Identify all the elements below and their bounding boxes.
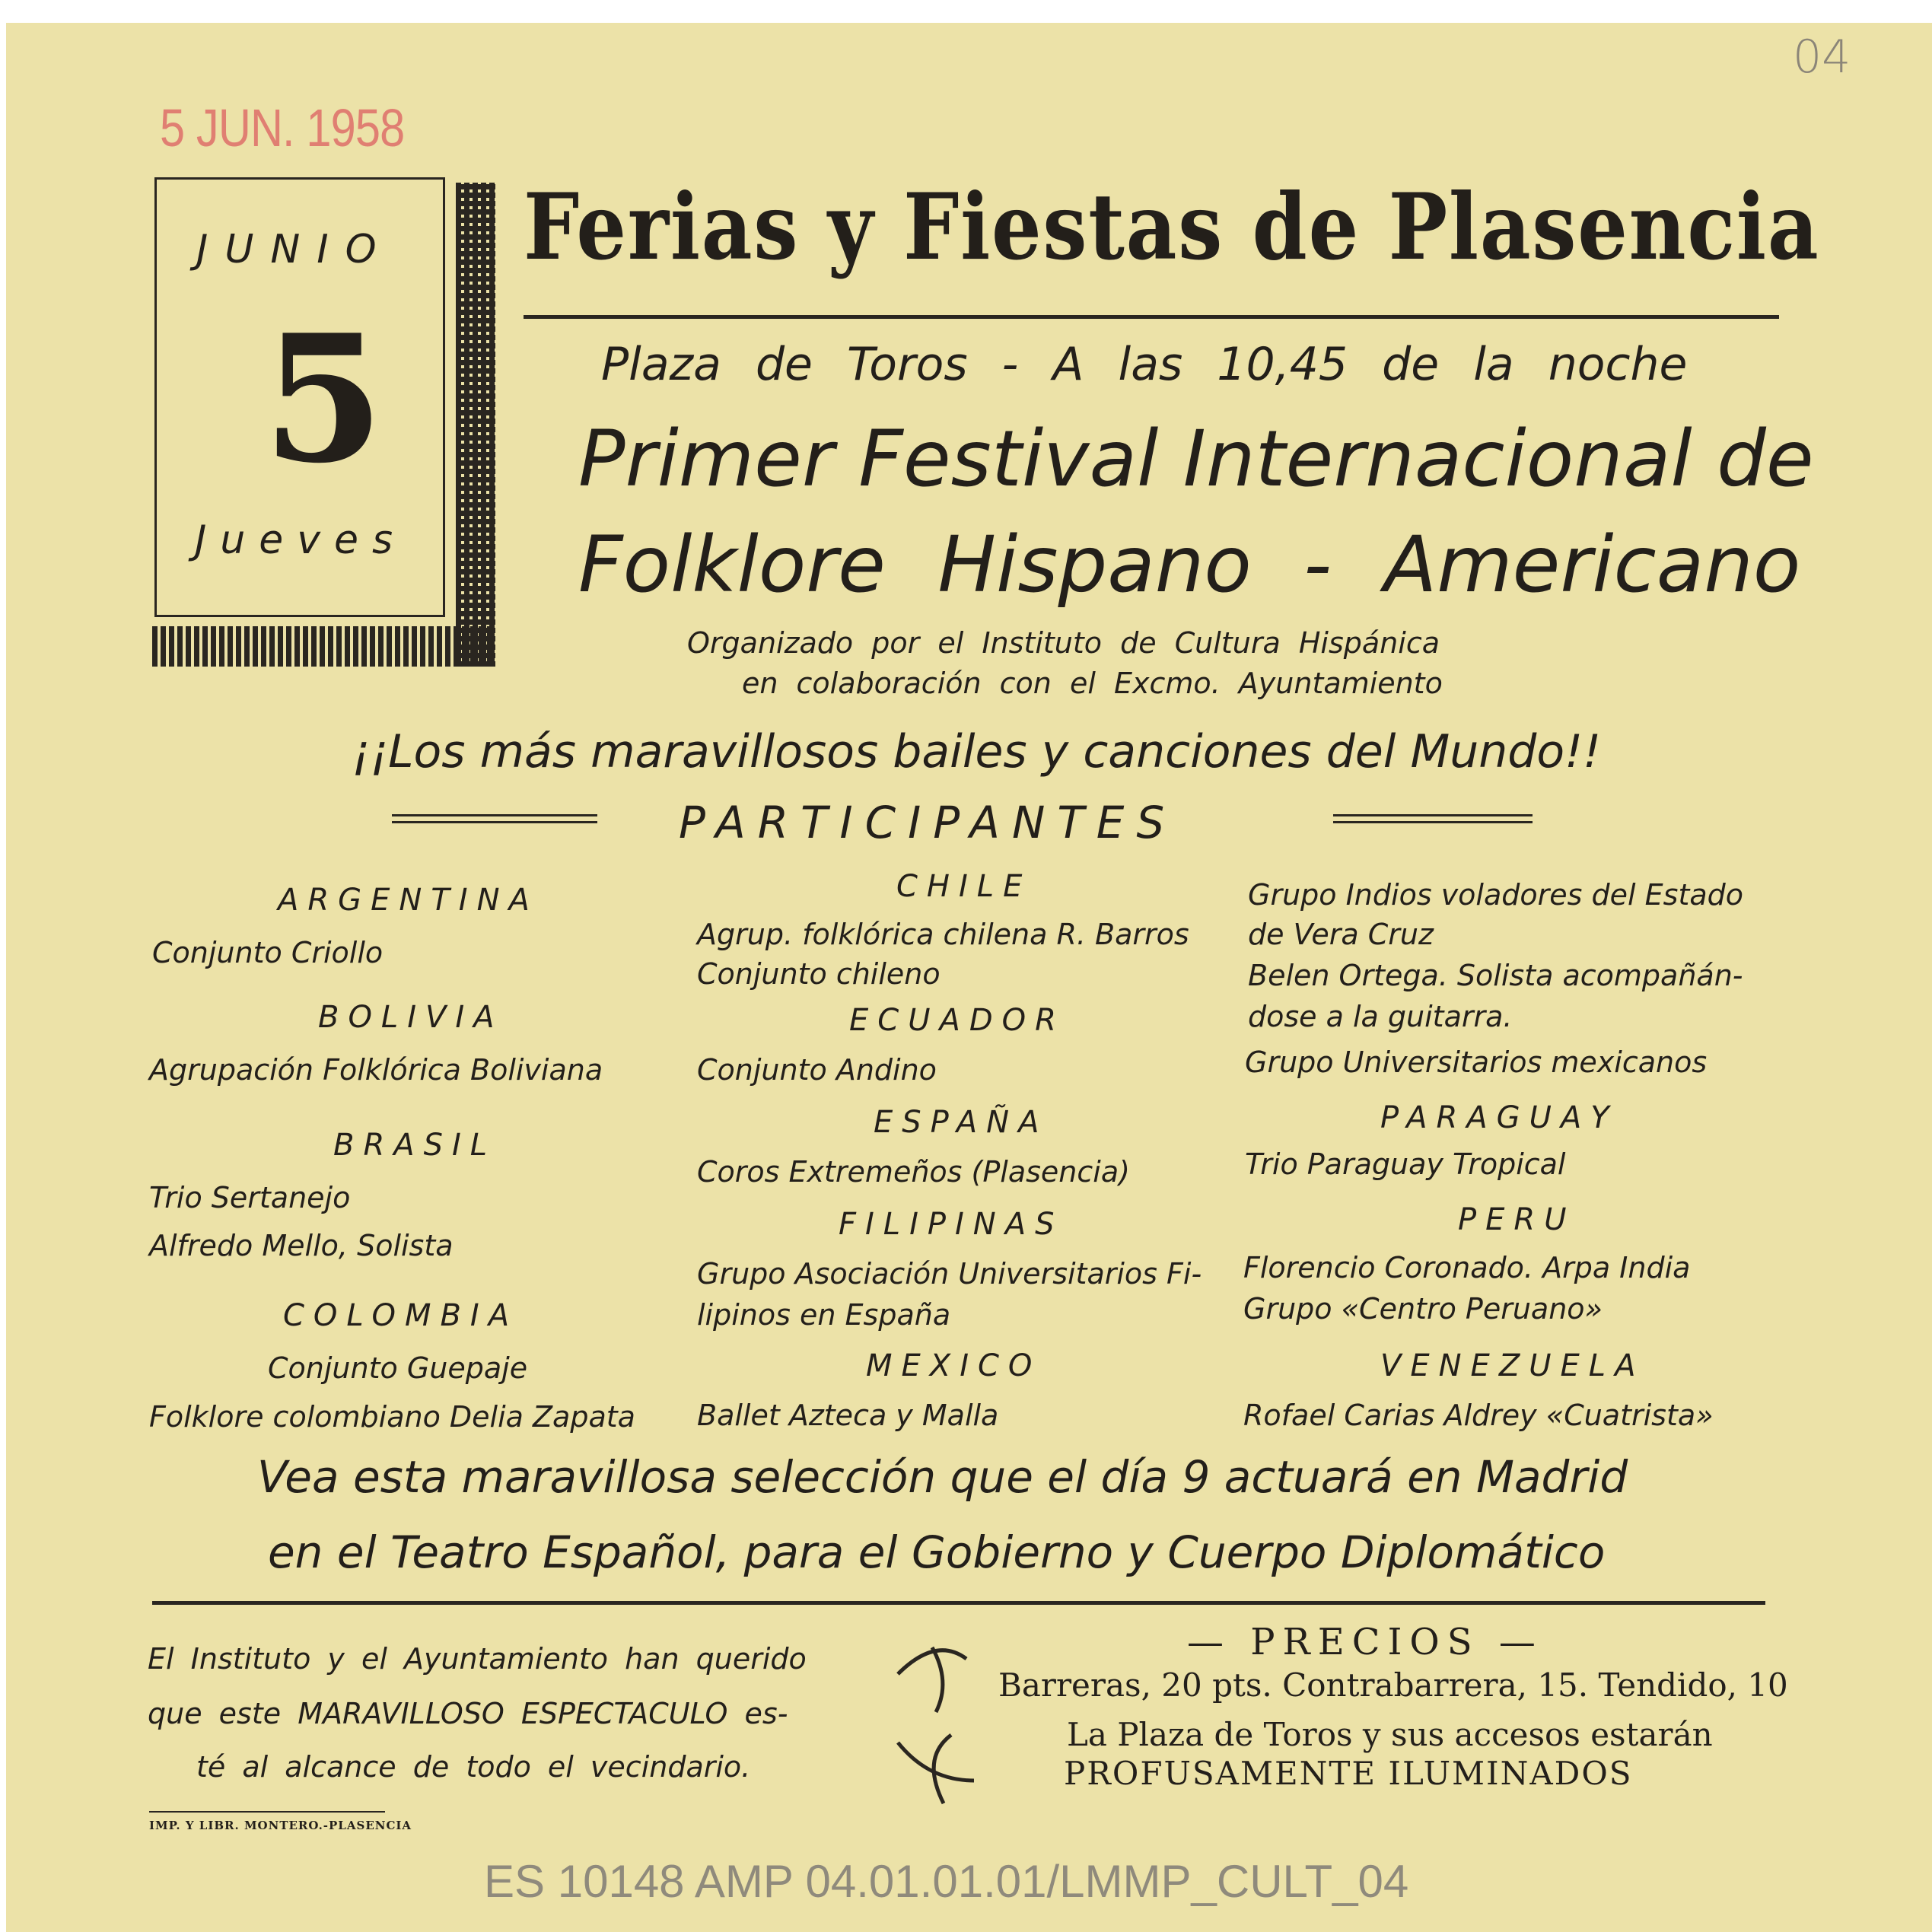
arrow-ornament-icon xyxy=(890,1628,982,1811)
entry-colombia-2: Folklore colombiano Delia Zapata xyxy=(149,1400,635,1434)
calendar-shadow-bottom xyxy=(152,626,495,667)
country-argentina: ARGENTINA xyxy=(278,883,539,918)
entry-mexico-col3-3: Belen Ortega. Solista acompañán- xyxy=(1248,959,1743,992)
note-line-3: té al alcance de todo el vecindario. xyxy=(196,1750,751,1784)
imprint: IMP. Y LIBR. MONTERO.-PLASENCIA xyxy=(149,1819,412,1832)
country-colombia: COLOMBIA xyxy=(283,1298,519,1333)
entry-peru-2: Grupo «Centro Peruano» xyxy=(1243,1292,1603,1326)
entry-mexico-1: Ballet Azteca y Malla xyxy=(697,1399,999,1432)
country-ecuador: ECUADOR xyxy=(849,1003,1065,1038)
prices-heading: — PRECIOS — xyxy=(1187,1621,1543,1663)
country-espana: ESPAÑA xyxy=(874,1105,1049,1140)
entry-mexico-col3-2: de Vera Cruz xyxy=(1248,918,1434,951)
entry-brasil-2: Alfredo Mello, Solista xyxy=(149,1229,454,1262)
entry-filipinas-1: Grupo Asociación Universitarios Fi- xyxy=(697,1257,1202,1291)
country-peru: PERU xyxy=(1458,1202,1576,1237)
calendar-month: JUNIO xyxy=(196,227,393,272)
closing-line-1: Vea esta maravillosa selección que el día 9 actuará en Madrid xyxy=(257,1451,1628,1503)
date-stamp: 5 JUN. 1958 xyxy=(160,98,405,158)
festival-line-2: Folklore Hispano - Americano xyxy=(578,520,1801,610)
poster-title: Ferias y Fiestas de Plasencia xyxy=(524,173,1820,281)
country-mexico: MEXICO xyxy=(866,1348,1042,1383)
entry-brasil-1: Trio Sertanejo xyxy=(149,1181,351,1214)
calendar-shadow-right xyxy=(456,183,495,667)
entry-filipinas-2: lipinos en España xyxy=(697,1298,951,1332)
participants-heading: PARTICIPANTES xyxy=(679,797,1177,848)
organizer-line-2: en colaboración con el Excmo. Ayuntamiento xyxy=(742,667,1443,700)
prices-line-2: La Plaza de Toros y sus accesos estarán xyxy=(1067,1716,1713,1753)
entry-peru-1: Florencio Coronado. Arpa India xyxy=(1243,1251,1691,1284)
slogan: ¡¡Los más maravillosos bailes y canciones del Mundo!! xyxy=(352,725,1602,778)
country-venezuela: VENEZUELA xyxy=(1380,1348,1645,1383)
country-chile: CHILE xyxy=(896,869,1032,904)
bottom-rule xyxy=(152,1601,1765,1605)
archive-code: ES 10148 AMP 04.01.01.01/LMMP_CULT_04 xyxy=(484,1856,1409,1907)
title-rule xyxy=(524,315,1779,319)
imprint-rule xyxy=(149,1811,385,1813)
prices-line-1: Barreras, 20 pts. Contrabarrera, 15. Tendido, 10 xyxy=(998,1666,1788,1704)
entry-venezuela-1: Rofael Carias Aldrey «Cuatrista» xyxy=(1243,1399,1714,1432)
entry-espana-1: Coros Extremeños (Plasencia) xyxy=(697,1155,1130,1189)
entry-mexico-col3-1: Grupo Indios voladores del Estado xyxy=(1248,878,1744,912)
note-line-1: El Instituto y el Ayuntamiento han querido xyxy=(148,1642,807,1676)
divider-right xyxy=(1333,814,1533,823)
entry-ecuador-1: Conjunto Andino xyxy=(697,1053,937,1087)
entry-argentina-1: Conjunto Criollo xyxy=(152,936,384,969)
calendar-day: 5 xyxy=(263,297,385,502)
entry-chile-2: Conjunto chileno xyxy=(697,957,941,991)
festival-line-1: Primer Festival Internacional de xyxy=(578,414,1814,504)
country-filipinas: FILIPINAS xyxy=(839,1207,1064,1242)
closing-line-2: en el Teatro Español, para el Gobierno y Cuerpo Diplomático xyxy=(268,1526,1606,1578)
entry-mexico-col3-4: dose a la guitarra. xyxy=(1248,1000,1513,1033)
note-line-2: que este MARAVILLOSO ESPECTACULO es- xyxy=(148,1697,788,1730)
handwritten-number: 04 xyxy=(1793,30,1851,84)
entry-bolivia-1: Agrupación Folklórica Boliviana xyxy=(149,1053,603,1087)
venue-time: Plaza de Toros - A las 10,45 de la noche xyxy=(601,338,1688,391)
prices-line-3: PROFUSAMENTE ILUMINADOS xyxy=(1064,1755,1633,1792)
entry-paraguay-1: Trio Paraguay Tropical xyxy=(1245,1147,1566,1181)
country-paraguay: PARAGUAY xyxy=(1380,1100,1618,1135)
entry-colombia-1: Conjunto Guepaje xyxy=(268,1351,528,1385)
organizer-line-1: Organizado por el Instituto de Cultura Hispánica xyxy=(687,626,1440,660)
calendar-weekday: Jueves xyxy=(195,517,407,563)
divider-left xyxy=(392,814,597,823)
country-bolivia: BOLIVIA xyxy=(318,1000,504,1035)
entry-mexico-col3-5: Grupo Universitarios mexicanos xyxy=(1245,1046,1708,1079)
entry-chile-1: Agrup. folklórica chilena R. Barros xyxy=(697,918,1189,951)
country-brasil: BRASIL xyxy=(333,1128,497,1163)
